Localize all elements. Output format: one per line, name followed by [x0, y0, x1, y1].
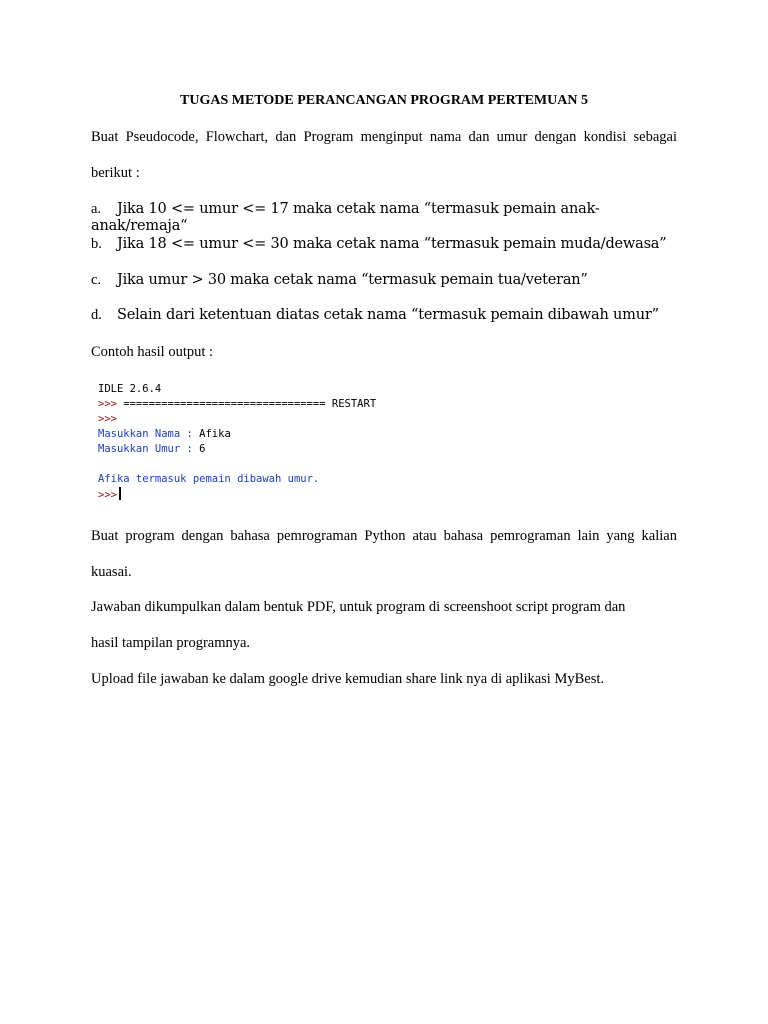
idle-shell-screenshot [93, 378, 433, 506]
shell-prompt: >>> [98, 413, 117, 425]
condition-item [91, 272, 691, 289]
list-marker: c. [91, 272, 102, 288]
name-value: Afika [199, 428, 231, 440]
age-prompt: Masukkan Umur : [98, 443, 200, 455]
condition-item [91, 307, 691, 324]
intro-paragraph-line-1: Buat Pseudocode, Flowchart, dan Program menginput nama dan umur dengan kondisi sebagai [91, 129, 677, 145]
idle-restart-line [98, 397, 376, 412]
age-input-line [98, 442, 205, 457]
name-input-line [98, 427, 231, 442]
condition-text: Jika umur > 30 maka cetak nama “termasuk pemain tua/veteran” [117, 272, 588, 288]
name-prompt: Masukkan Nama : [98, 428, 200, 440]
list-marker: a. [91, 201, 102, 217]
list-marker: d. [91, 307, 102, 323]
age-value: 6 [199, 443, 206, 455]
instruction-line-2: kuasai. [91, 564, 132, 580]
intro-paragraph-line-2: berikut : [91, 165, 140, 181]
result-output: Afika termasuk pemain dibawah umur. [98, 473, 320, 485]
restart-banner: ================================ RESTART [116, 398, 377, 410]
list-marker: b. [91, 236, 102, 252]
example-label: Contoh hasil output : [91, 344, 214, 360]
document-title: TUGAS METODE PERANCANGAN PROGRAM PERTEMUAN 5 [180, 93, 588, 108]
submit-line-1: Jawaban dikumpulkan dalam bentuk PDF, untuk program di screenshoot script program dan [91, 599, 626, 615]
shell-prompt: >>> [98, 489, 117, 501]
upload-line: Upload file jawaban ke dalam google drive kemudian share link nya di aplikasi MyBest. [91, 671, 605, 687]
condition-item [91, 236, 691, 253]
condition-text: Selain dari ketentuan diatas cetak nama “termasuk pemain dibawah umur” [117, 307, 659, 323]
submit-line-2: hasil tampilan programnya. [91, 635, 251, 651]
instruction-line-1: Buat program dengan bahasa pemrograman Python atau bahasa pemrograman lain yang kalian [91, 528, 677, 544]
shell-prompt: >>> [98, 398, 117, 410]
condition-item [91, 201, 691, 235]
condition-text: Jika 10 <= umur <= 17 maka cetak nama “termasuk pemain anak-anak/remaja“ [91, 201, 600, 234]
final-prompt-line [98, 487, 121, 503]
condition-text: Jika 18 <= umur <= 30 maka cetak nama “termasuk pemain muda/dewasa” [117, 236, 667, 252]
text-cursor [119, 487, 121, 500]
idle-version: IDLE 2.6.4 [98, 383, 162, 395]
